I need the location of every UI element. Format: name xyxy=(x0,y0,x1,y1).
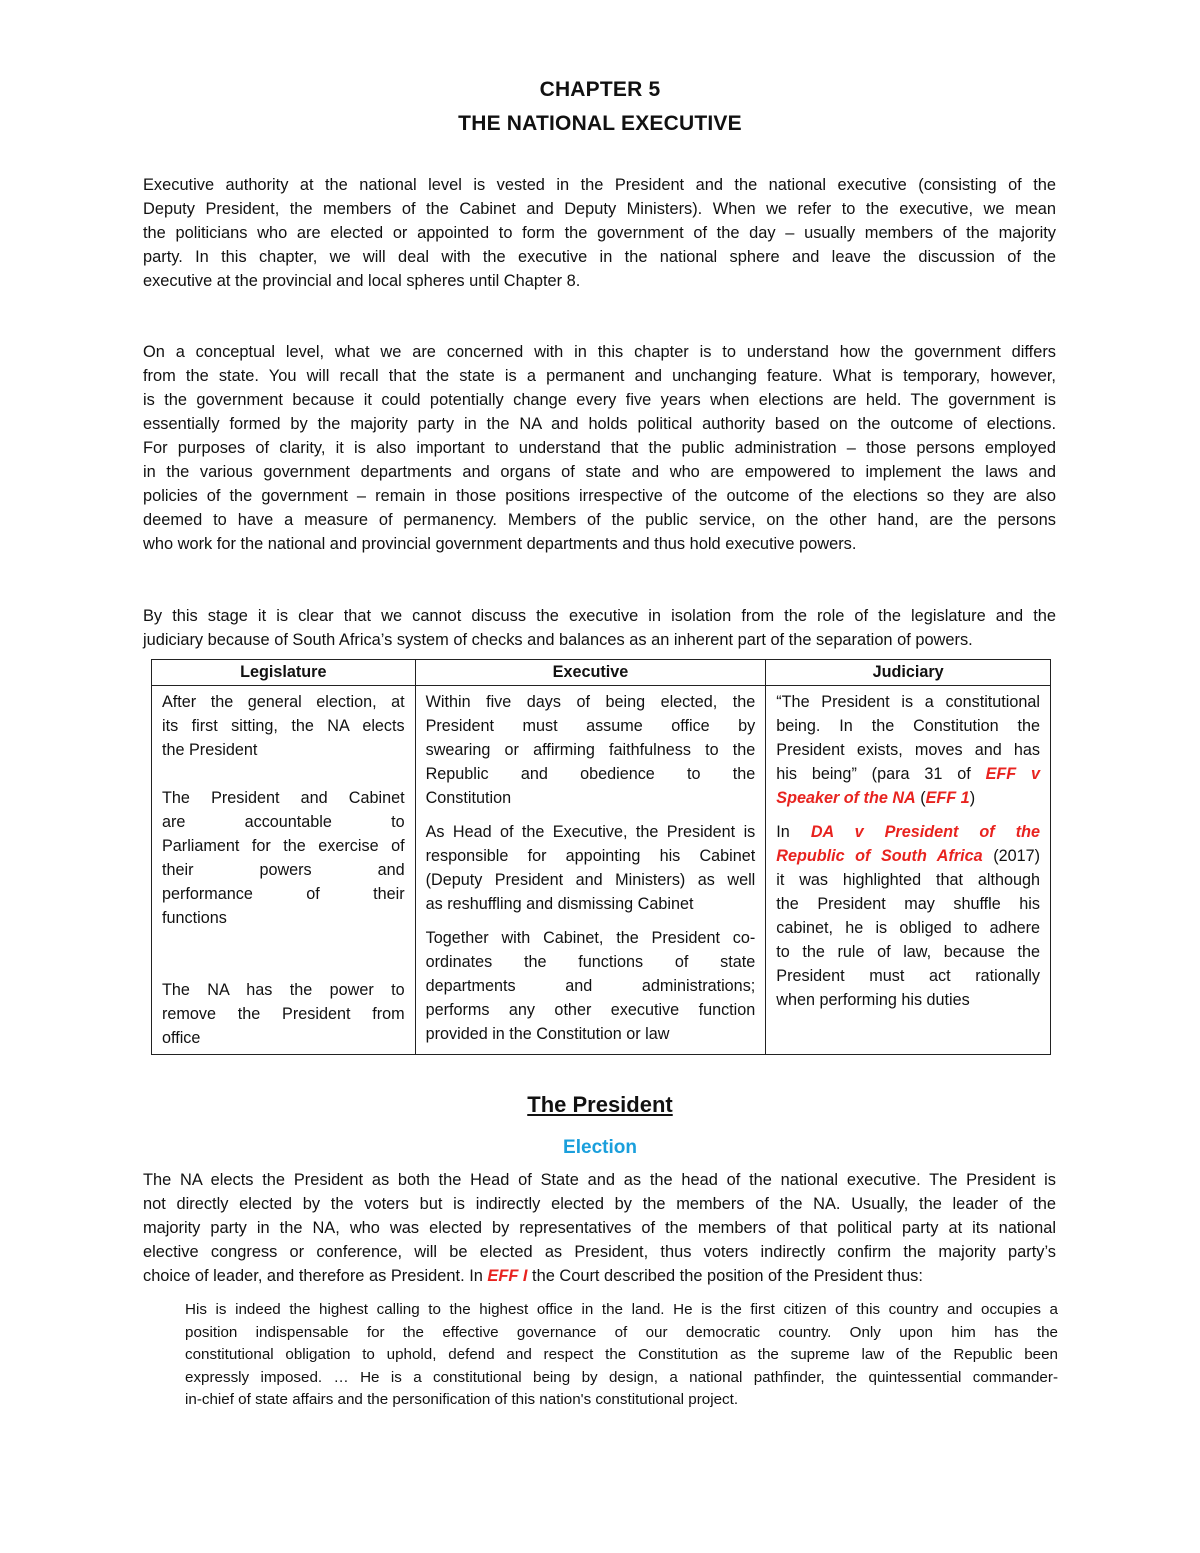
text-line: the politicians who are elected or appointed to form the government of the day – usually members of the majority xyxy=(143,224,1056,242)
quote-line: expressly imposed. … He is a constitutional being by design, a national pathfinder, the quintessential commander- xyxy=(185,1368,1058,1386)
cell-line: being. In the Constitution the xyxy=(776,717,1040,735)
text-line: from the state. You will recall that the state is a permanent and unchanging feature. What is temporary, however, xyxy=(143,367,1056,385)
cell-text: ) xyxy=(969,789,976,807)
cell-line xyxy=(776,786,1040,810)
cell-line: After the general election, at xyxy=(162,693,405,711)
cell-text: In xyxy=(776,823,811,841)
cell-line: As Head of the Executive, the President is xyxy=(425,823,756,841)
subsection-title: Election xyxy=(563,1137,637,1158)
text-line: elective congress or conference, will be elected as President, thus voters indirectly confirm the majority party’s xyxy=(143,1243,1056,1261)
cell-line: when performing his duties xyxy=(776,991,970,1009)
cell-line: President must act rationally xyxy=(776,967,1040,985)
text-line: For purposes of clarity, it is also important to understand that the public administration – those persons employed xyxy=(143,439,1056,457)
cell-line xyxy=(776,844,1040,868)
case-citation-republic: Republic of South Africa xyxy=(776,847,983,865)
cell-line: President exists, moves and has xyxy=(776,741,1040,759)
cell-line: cabinet, he is obliged to adhere xyxy=(776,919,1040,937)
chapter-number: CHAPTER 5 xyxy=(539,78,661,101)
cell-line xyxy=(776,762,1040,786)
cell-line: it was highlighted that although xyxy=(776,871,1040,889)
cell-line: The President and Cabinet xyxy=(162,789,405,807)
cell-text: his being” (para 31 of xyxy=(776,765,986,783)
text-line: executive at the provincial and local spheres until Chapter 8. xyxy=(143,272,581,290)
separation-of-powers-table xyxy=(151,659,1051,1055)
text-line: is the government because it could potentially change every five years when elections are held. The government is xyxy=(143,391,1056,409)
text-line: majority party in the NA, who was elected by representatives of the members of that political party at its national xyxy=(143,1219,1056,1237)
case-citation-da: DA v President of the xyxy=(810,823,1040,841)
cell-line: “The President is a constitutional xyxy=(776,693,1040,711)
case-citation-eff: EFF v xyxy=(985,765,1040,783)
election-paragraph xyxy=(143,1168,1056,1288)
cell-line: their powers and xyxy=(162,861,405,879)
text-line: deemed to have a measure of permanency. Members of the public service, on the other hand, are the persons xyxy=(143,511,1056,529)
table-row xyxy=(152,686,1051,1055)
checks-paragraph xyxy=(143,604,1056,652)
text-line: Deputy President, the members of the Cabinet and Deputy Ministers). When we refer to the executive, we mean xyxy=(143,200,1056,218)
cell-line: the President xyxy=(162,741,258,759)
text-line: not directly elected by the voters but is indirectly elected by the members of the NA. Usually, the leader of the xyxy=(143,1195,1056,1213)
quote-line: in-chief of state affairs and the personification of this nation's constitutional project. xyxy=(185,1391,739,1408)
cell-line: Constitution xyxy=(425,789,512,807)
table-header-row xyxy=(152,660,1051,686)
header-executive: Executive xyxy=(415,660,766,686)
judiciary-cell xyxy=(766,686,1051,1055)
text-line: party. In this chapter, we will deal with the executive in the national sphere and leave the discussion of the xyxy=(143,248,1056,266)
cell-line: (Deputy President and Ministers) as well xyxy=(425,871,756,889)
block-quote xyxy=(185,1299,1058,1412)
cell-line: performs any other executive function xyxy=(425,1001,756,1019)
header-judiciary: Judiciary xyxy=(766,660,1051,686)
intro-paragraph xyxy=(143,173,1056,293)
text-span: the Court described the position of the President thus: xyxy=(527,1267,923,1285)
cell-line: responsible for appointing his Cabinet xyxy=(425,847,756,865)
cell-line: its first sitting, the NA elects xyxy=(162,717,405,735)
case-citation-eff-i: EFF I xyxy=(487,1267,528,1285)
cell-text: ( xyxy=(915,789,926,807)
cell-line: are accountable to xyxy=(162,813,405,831)
cell-text: (2017) xyxy=(982,847,1041,865)
quote-line: His is indeed the highest calling to the highest office in the land. He is the first citizen of this country and occupies a xyxy=(185,1301,1058,1318)
case-citation-eff1: EFF 1 xyxy=(925,789,970,807)
text-line: judiciary because of South Africa’s system of checks and balances as an inherent part of the separation of powers. xyxy=(143,631,973,649)
cell-line: swearing or affirming faithfulness to the xyxy=(425,741,756,759)
text-line: By this stage it is clear that we cannot discuss the executive in isolation from the role of the legislature and the xyxy=(143,607,1056,625)
section-title: The President xyxy=(527,1092,673,1117)
text-line: essentially formed by the majority party in the NA and holds political authority based on the outcome of elections. xyxy=(143,415,1056,433)
cell-line: provided in the Constitution or law xyxy=(425,1025,670,1043)
legislature-cell xyxy=(152,686,416,1055)
cell-line: Together with Cabinet, the President co- xyxy=(425,929,756,947)
chapter-title: THE NATIONAL EXECUTIVE xyxy=(458,112,742,135)
cell-line: Parliament for the exercise of xyxy=(162,837,405,855)
conceptual-paragraph xyxy=(143,340,1056,556)
text-line: in the various government departments and organs of state and who are empowered to implement the laws and xyxy=(143,463,1056,481)
cell-line: to the rule of law, because the xyxy=(776,943,1040,961)
cell-line xyxy=(776,820,1040,844)
case-citation-speaker: Speaker of the NA xyxy=(776,789,916,807)
text-line: policies of the government – remain in those positions irrespective of the outcome of the elections so they are also xyxy=(143,487,1056,505)
cell-line: Republic and obedience to the xyxy=(425,765,756,783)
header-legislature: Legislature xyxy=(152,660,416,686)
cell-line: the President may shuffle his xyxy=(776,895,1040,913)
text-line xyxy=(143,1264,1056,1288)
cell-line: as reshuffling and dismissing Cabinet xyxy=(425,895,694,913)
text-line: The NA elects the President as both the Head of State and as the head of the national executive. The President is xyxy=(143,1171,1056,1189)
cell-line: functions xyxy=(162,909,227,927)
text-line: who work for the national and provincial government departments and thus hold executive powers. xyxy=(143,535,857,553)
text-line: On a conceptual level, what we are concerned with in this chapter is to understand how the government differs xyxy=(143,343,1056,361)
text-line: Executive authority at the national level is vested in the President and the national executive (consisting of the xyxy=(143,176,1056,194)
cell-line: departments and administrations; xyxy=(425,977,756,995)
cell-line: The NA has the power to xyxy=(162,981,405,999)
cell-line: Within five days of being elected, the xyxy=(425,693,756,711)
quote-line: constitutional obligation to uphold, defend and respect the Constitution as the supreme law of the Republic been xyxy=(185,1346,1058,1363)
cell-line: President must assume office by xyxy=(425,717,756,735)
quote-line: position indispensable for the effective governance of our democratic country. Only upon him has the xyxy=(185,1323,1058,1341)
cell-line: ordinates the functions of state xyxy=(425,953,756,971)
text-span: choice of leader, and therefore as President. In xyxy=(143,1267,488,1285)
executive-cell xyxy=(415,686,766,1055)
cell-line: office xyxy=(162,1029,201,1047)
cell-line: remove the President from xyxy=(162,1005,405,1023)
cell-line: performance of their xyxy=(162,885,405,903)
